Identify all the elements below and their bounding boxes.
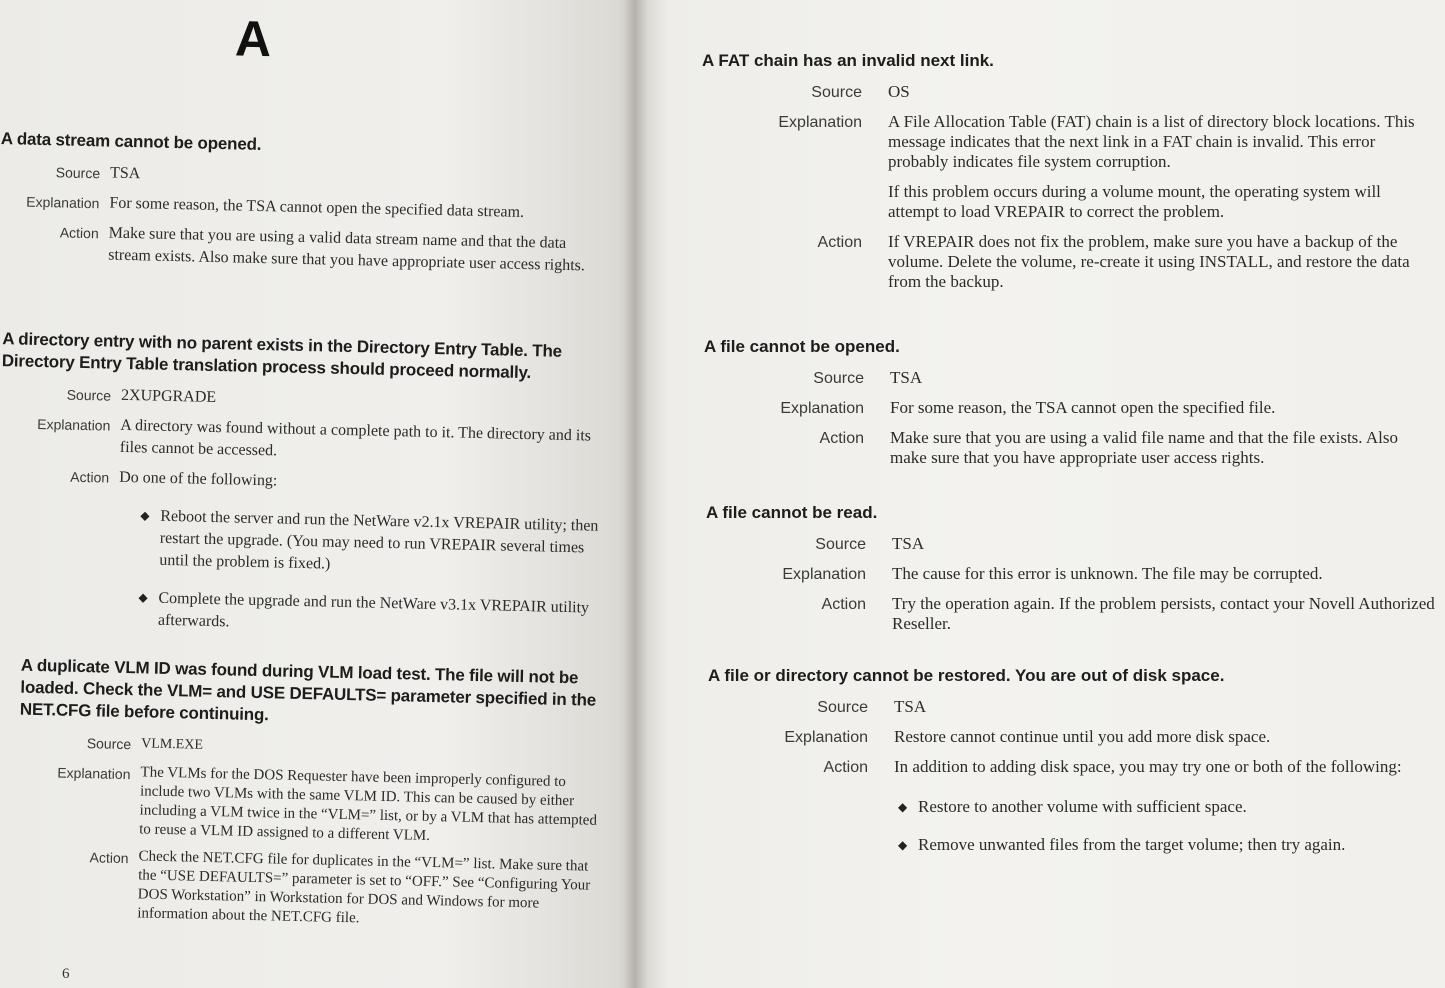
source-label: Source <box>66 386 112 404</box>
message-heading: A file cannot be opened. <box>704 337 900 356</box>
source-row <box>702 82 1442 104</box>
explanation-value: The VLMs for the DOS Requester have been improperly configured to include two VLMs with the same VLM ID. This can be caused by either including a VLM twice in the “VLM=” list, or by a VLM that has attempted to reuse a VLM ID assigned to a different VLM. <box>139 764 598 844</box>
page-number: 6 <box>62 966 70 982</box>
explanation-value: For some reason, the TSA cannot open the specified file. <box>890 398 1276 417</box>
source-label: Source <box>811 84 862 101</box>
source-label: Source <box>815 536 866 553</box>
message-heading: A directory entry with no parent exists in the Directory Entry Table. The Directory Entry Table translation process should proceed normally. <box>1 329 563 383</box>
source-value: TSA <box>894 697 927 716</box>
right-page <box>636 0 1445 988</box>
source-value: TSA <box>892 534 925 553</box>
action-value: If VREPAIR does not fix the problem, make sure you have a backup of the volume. Delete the volume, re-create it using INSTALL, and restore the data from the backup. <box>888 232 1410 291</box>
explanation-row <box>704 398 1444 420</box>
explanation-block <box>888 112 1433 222</box>
message-entry <box>704 336 1444 476</box>
explanation-row <box>0 412 615 470</box>
explanation-row <box>17 761 609 850</box>
message-entry <box>0 328 617 652</box>
source-row <box>708 697 1444 719</box>
explanation-label: Explanation <box>782 566 866 583</box>
action-value: Make sure that you are using a valid file name and that the file exists. Also make sure that you have appropriate user access rights. <box>890 428 1398 467</box>
action-row <box>15 845 607 934</box>
diamond-bullet-icon: ◆ <box>898 800 908 814</box>
action-value: Check the NET.CFG file for duplicates in the “VLM=” list. Make sure that the “USE DEFAULTS=” parameter is set to “OFF.” See “Configuring Your DOS Workstation” in Workstation for DOS and Windows for more information about the NET.CFG file. <box>137 848 591 927</box>
explanation-row <box>706 564 1444 586</box>
list-item <box>139 505 610 582</box>
message-heading: A FAT chain has an invalid next link. <box>702 51 994 70</box>
explanation-row <box>702 112 1442 222</box>
source-label: Source <box>813 370 864 387</box>
action-label: Action <box>821 596 866 613</box>
source-row <box>1 382 616 418</box>
action-row <box>704 428 1444 468</box>
source-value: VLM.EXE <box>140 736 204 753</box>
explanation-value: For some reason, the TSA cannot open the specified data stream. <box>109 194 525 221</box>
explanation-label: Explanation <box>784 729 868 746</box>
explanation-row <box>0 190 620 226</box>
action-value: Do one of the following: <box>119 468 278 490</box>
explanation-label: Explanation <box>780 400 864 417</box>
message-heading: A file or directory cannot be restored. You are out of disk space. <box>708 666 1225 685</box>
list-item <box>898 797 1418 817</box>
explanation-label: Explanation <box>26 193 100 212</box>
action-value: Make sure that you are using a valid data stream name and that the data stream exists. Also make sure that you have appropriate user access rights. <box>108 224 586 275</box>
explanation-value: Restore cannot continue until you add more disk space. <box>894 727 1271 746</box>
bullet-text: Complete the upgrade and run the NetWare v3.1x VREPAIR utility afterwards. <box>157 589 590 631</box>
source-label: Source <box>817 699 868 716</box>
explanation-label: Explanation <box>778 114 862 131</box>
action-label: Action <box>817 234 862 251</box>
explanation-value: A File Allocation Table (FAT) chain is a list of directory block locations. This message indicates that the next link in a FAT chain is invalid. This error probably indicates file system corruption. <box>888 112 1415 171</box>
explanation-value: A directory was found without a complete path to it. The directory and its files cannot be accessed. <box>119 416 592 460</box>
explanation-label: Explanation <box>37 415 111 434</box>
source-row <box>0 160 620 196</box>
list-item <box>138 587 609 642</box>
section-letter: A <box>234 10 272 68</box>
message-entry <box>708 665 1444 865</box>
action-row <box>0 220 619 278</box>
message-entry <box>0 128 621 286</box>
action-label: Action <box>819 430 864 447</box>
message-entry <box>706 502 1444 642</box>
action-value: In addition to adding disk space, you may try one or both of the following: <box>894 757 1402 776</box>
bullet-text: Reboot the server and run the NetWare v2.1x VREPAIR utility; then restart the upgrade. (You may need to run VREPAIR several times until the problem is fixed.) <box>159 507 599 573</box>
action-row <box>702 232 1442 292</box>
left-page-content <box>0 0 636 988</box>
action-value: Try the operation again. If the problem persists, contact your Novell Authorized Reseller. <box>892 594 1435 633</box>
action-label: Action <box>89 849 129 867</box>
action-row <box>708 757 1444 779</box>
action-label: Action <box>823 759 868 776</box>
source-value: 2XUPGRADE <box>120 386 217 407</box>
explanation-row <box>708 727 1444 749</box>
action-row <box>0 464 614 500</box>
action-label: Action <box>59 224 99 242</box>
message-entry <box>702 50 1442 300</box>
explanation-value-2: If this problem occurs during a volume mount, the operating system will attempt to load VREPAIR to correct the problem. <box>888 182 1381 221</box>
message-heading: A duplicate VLM ID was found during VLM load test. The file will not be loaded. Check the VLM= and USE DEFAULTS= parameter specified in the NET.CFG file before continuing. <box>19 655 597 725</box>
source-value: OS <box>888 82 910 101</box>
bullet-text: Remove unwanted files from the target volume; then try again. <box>918 835 1346 854</box>
list-item <box>898 835 1418 855</box>
left-page <box>0 0 636 988</box>
diamond-bullet-icon: ◆ <box>898 838 908 852</box>
source-row <box>19 731 609 766</box>
message-heading: A data stream cannot be opened. <box>0 129 262 154</box>
diamond-bullet-icon: ◆ <box>140 508 150 523</box>
message-entry <box>15 655 611 942</box>
source-row <box>704 368 1444 390</box>
source-label: Source <box>55 164 101 182</box>
source-label: Source <box>86 735 132 753</box>
source-row <box>706 534 1444 556</box>
action-label: Action <box>70 468 110 486</box>
source-value: TSA <box>109 164 141 183</box>
message-heading: A file cannot be read. <box>706 503 878 522</box>
explanation-value: The cause for this error is unknown. The file may be corrupted. <box>892 564 1323 583</box>
source-value: TSA <box>890 368 923 387</box>
explanation-label: Explanation <box>57 764 131 783</box>
action-row <box>706 594 1444 634</box>
diamond-bullet-icon: ◆ <box>138 590 148 605</box>
bullet-text: Restore to another volume with sufficient space. <box>918 797 1247 816</box>
